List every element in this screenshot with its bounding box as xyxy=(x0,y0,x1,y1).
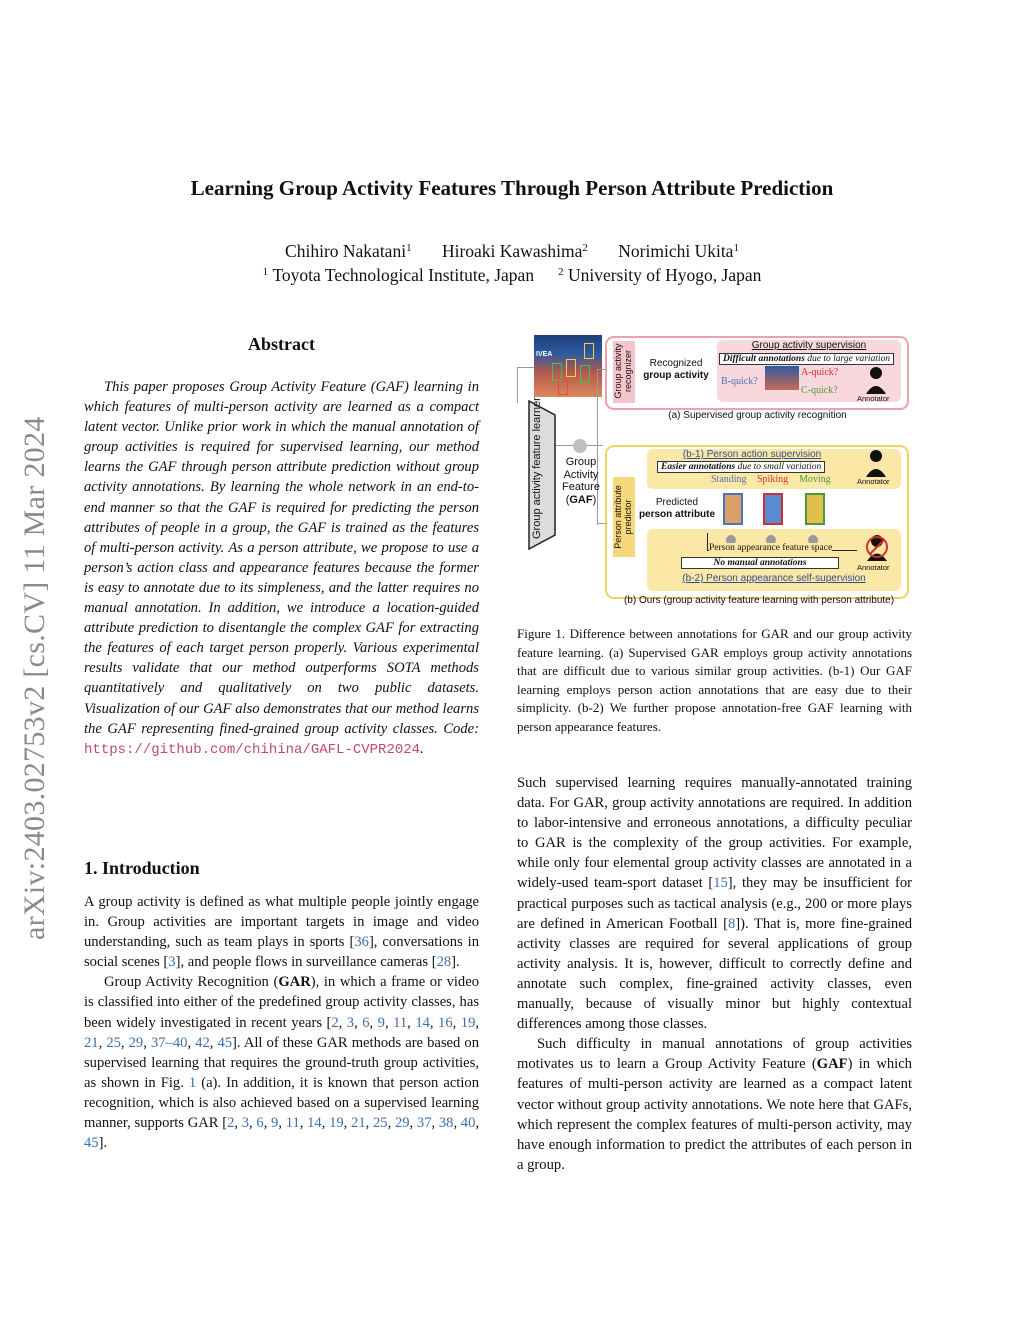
affiliation-number: 2 xyxy=(558,266,564,278)
citation-link[interactable]: 40 xyxy=(460,1115,476,1132)
learner-label: Group activity feature learner xyxy=(531,397,543,539)
group-activity-text: group activity xyxy=(643,370,709,381)
citation-link[interactable]: 9 xyxy=(377,1014,385,1031)
banner-text: IVEA xyxy=(536,351,553,358)
supervision-b2-title: (b-2) Person appearance self-supervision xyxy=(682,573,866,584)
c-quick-label: C-quick? xyxy=(801,385,838,396)
citation-link[interactable]: 14 xyxy=(307,1115,322,1132)
citation-link[interactable]: 3 xyxy=(241,1115,250,1132)
action-label-moving: Moving xyxy=(799,474,831,485)
right-column-text xyxy=(517,773,912,1175)
gaf-label-line: Group xyxy=(565,456,597,468)
citation-link[interactable]: 14 xyxy=(415,1014,430,1031)
arxiv-identifier: arXiv:2403.02753v2 [cs.CV] 11 Mar 2024 xyxy=(18,416,51,940)
gaf-abbr: GAF xyxy=(569,493,593,506)
affiliations xyxy=(0,265,1024,286)
annotator-label: Annotator xyxy=(857,477,890,486)
easier-bold: Easier annotations xyxy=(661,462,736,472)
figure-caption: Figure 1. Difference between annotations for GAR and our group activity feature learning. (a) Supervised GAR employs group activity annotations that are difficult due to various similar group activities. (b-1) Our GAF learning employs person action annotations that are easy due to their simplicity. (b-2) We further propose annotation-free GAF learning with person appearance features. xyxy=(517,626,912,734)
gaf-node-icon xyxy=(573,439,587,453)
connector-line xyxy=(517,367,534,368)
no-annotator-icon xyxy=(865,533,889,561)
citation-link[interactable]: 36 xyxy=(354,934,369,951)
author-list xyxy=(0,241,1024,262)
affiliation-name: Toyota Technological Institute, Japan xyxy=(272,265,535,285)
annotator-icon xyxy=(865,366,887,394)
citation-link[interactable]: 19 xyxy=(329,1115,344,1132)
predicted-text: Predicted xyxy=(655,497,699,508)
recognized-text: Recognized xyxy=(649,358,703,369)
gaf-abbr-line: (GAF) xyxy=(565,493,597,506)
easier-rest: due to small variation xyxy=(735,462,822,472)
no-annotation-text: No manual annotations xyxy=(713,558,807,568)
citation-link[interactable]: 6 xyxy=(362,1014,370,1031)
gaf-label-line: Feature xyxy=(562,481,600,493)
connector-line xyxy=(597,369,598,447)
caption-b: (b) Ours (group activity feature learning with person attribute) xyxy=(623,595,895,606)
panel-b xyxy=(605,445,909,599)
affiliation-mark: 1 xyxy=(406,242,412,254)
person-crop-spiking xyxy=(763,493,783,525)
abstract-body: This paper proposes Group Activity Feature (GAF) learning in which features of multi-person activity are learned as a compact latent vector. Unlike prior work in which the manual annotation of group activities is required for supervised learning, our method learns the GAF through person attribute prediction without group activity annotations. By learning the whole network in an end-to-end manner so that the GAF is required for predicting the person attributes of people in a group, the GAF is trained as the features of multi-person activity. As a person attribute, we propose to use a person’s action class and appearance features because the former is easy to annotate due to its simpleness, and the latter requires no manual annotation. In addition, we introduce a location-guided attribute prediction to disentangle the complex GAF for extracting the features of each target person properly. Various experimental results validate that our method outperforms SOTA methods quantitatively and qualitatively on two public datasets. Visualization of our GAF also demonstrates that our method learns the GAF representing fined-grained group activity classes. Code: xyxy=(84,379,479,737)
affiliation-name: University of Hyogo, Japan xyxy=(567,265,762,285)
citation-link[interactable]: 25 xyxy=(106,1034,121,1051)
bold-term: GAF xyxy=(816,1056,848,1073)
person-crop-moving xyxy=(805,493,825,525)
citation-link[interactable]: 21 xyxy=(84,1034,99,1051)
citation-link[interactable]: 38 xyxy=(438,1115,454,1132)
citation-link[interactable]: 37 xyxy=(416,1115,432,1132)
citation-link[interactable]: 45 xyxy=(84,1135,99,1152)
citation-link[interactable]: 3 xyxy=(168,954,176,971)
recognizer-label: Group activity recognizer xyxy=(613,343,633,399)
affiliation-number: 1 xyxy=(262,266,269,278)
citation-link[interactable]: 42 xyxy=(195,1034,210,1051)
connector-line xyxy=(517,367,518,403)
a-quick-label: A-quick? xyxy=(801,367,839,378)
citation-link[interactable]: 9 xyxy=(271,1115,279,1132)
gaf-label-line: Activity xyxy=(563,468,599,481)
player-box xyxy=(558,379,568,395)
citation-link[interactable]: 29 xyxy=(128,1034,144,1051)
player-box xyxy=(584,343,594,359)
paragraph: Such supervised learning requires manually-annotated training data. For GAR, group activity annotations are required. In addition to labor-intensive and erroneous annotations, a difficulty peculiar to GAR is the complexity of the group activities. For example, while only four elemental group activity classes are annotated in a widely-used team-sport dataset [15], they may be insufficient for practical purposes such as tactical analysis (e.g., 200 or more plays are defined in American Football [8]). That is, more fine-grained activity classes are required for several applications of group activity analysis. It is, however, difficult to correctly define and annotate such complex, fine-grained activity classes, even manually, because of visually minor but highly contextual differences among those classes. xyxy=(517,775,913,1033)
feature-axis xyxy=(707,533,708,551)
player-box xyxy=(566,359,576,377)
citation-link[interactable]: 29 xyxy=(394,1115,410,1132)
citation-link[interactable]: 37–40 xyxy=(150,1034,188,1051)
paragraph: Group Activity Recognition (GAR), in which a frame or video is classified into either of the predefined group activity classes, has been widely investigated in recent years [2, 3, 6, 9, 11, 14, 16, 19, 21, 25, 29, 37–40, 42, 45]. All of these GAR methods are based on supervised learning that requires the ground-truth group activities, as shown in Fig. 1 (a). In addition, it is known that person action recognition, which is also achieved based on a supervised learning manner, supports GAR [2, 3, 6, 9, 11, 14, 19, 21, 25, 29, 37, 38, 40, 45]. xyxy=(84,974,480,1152)
affiliation-mark: 1 xyxy=(733,242,739,254)
input-image xyxy=(534,335,602,397)
action-label-standing: Standing xyxy=(711,474,747,485)
no-annotation-box xyxy=(681,557,839,569)
abstract-end: . xyxy=(420,740,424,757)
citation-link[interactable]: 11 xyxy=(285,1115,300,1132)
connector-line xyxy=(597,369,605,370)
predicted-label xyxy=(637,497,717,521)
author-name: Hiroaki Kawashima xyxy=(441,241,583,261)
citation-link[interactable]: 1 xyxy=(188,1074,197,1091)
appearance-space-label: Person appearance feature space xyxy=(709,543,833,553)
citation-link[interactable]: 11 xyxy=(393,1014,408,1031)
panel-a xyxy=(605,336,909,410)
difficult-annotation-box xyxy=(719,353,894,365)
annotator-icon xyxy=(865,449,887,477)
code-link[interactable]: https://github.com/chihina/GAFL-CVPR2024 xyxy=(84,741,421,758)
caption-a: (a) Supervised group activity recognition xyxy=(668,410,847,421)
citation-link[interactable]: 2 xyxy=(331,1014,339,1031)
paragraph: Such difficulty in manual annotations of group activities motivates us to learn a Group Activity Feature (GAF) in which features of multi-person activity are learned as a compact latent vector without group activity annotations. We note here that GAFs, which represent the complex features of multi-person activity, may have enough information to predict the attributes of each person in a group. xyxy=(517,1036,912,1173)
citation-link[interactable]: 25 xyxy=(372,1115,388,1132)
citation-link[interactable]: 3 xyxy=(346,1014,355,1031)
author-name: Chihiro Nakatani xyxy=(285,241,407,261)
difficult-rest: due to large variation xyxy=(804,354,891,364)
gaf-label xyxy=(561,456,601,506)
predictor-label: Person attribute predictor xyxy=(613,485,633,549)
citation-link[interactable]: 21 xyxy=(351,1115,366,1132)
player-box xyxy=(580,365,590,383)
person-attribute-text: person attribute xyxy=(638,509,716,520)
b-quick-label: B-quick? xyxy=(721,376,758,387)
citation-link[interactable]: 15 xyxy=(713,875,728,892)
recognized-label xyxy=(641,358,711,382)
annotator-label: Annotator xyxy=(857,563,890,572)
action-label-spiking: Spiking xyxy=(757,474,789,485)
citation-link[interactable]: 2 xyxy=(227,1115,235,1132)
abstract-text xyxy=(84,377,479,760)
paper-title: Learning Group Activity Features Through Person Attribute Prediction xyxy=(190,176,834,200)
difficult-bold: Difficult annotations xyxy=(723,354,805,364)
bold-term: GAR xyxy=(278,974,311,991)
figure-1 xyxy=(517,333,917,611)
paragraph: A group activity is defined as what multiple people jointly engage in. Group activities are important targets in image and video understanding, such as team plays in sports [36], conversations in social scenes [3], and people flows in surveillance cameras [28]. xyxy=(84,894,479,971)
citation-link[interactable]: 45 xyxy=(217,1034,233,1051)
abstract-heading: Abstract xyxy=(248,334,315,354)
supervision-b1-title: (b-1) Person action supervision xyxy=(682,449,822,460)
citation-link[interactable]: 6 xyxy=(256,1115,264,1132)
person-crop-standing xyxy=(723,493,743,525)
scene-thumbnail xyxy=(765,366,799,390)
supervision-a-title: Group activity supervision xyxy=(751,340,867,351)
section-heading-introduction: 1. Introduction xyxy=(84,858,200,878)
easier-annotation-box xyxy=(657,461,825,473)
citation-link[interactable]: 28 xyxy=(436,954,452,971)
citation-link[interactable]: 19 xyxy=(460,1014,476,1031)
affiliation-mark: 2 xyxy=(582,242,588,254)
citation-link[interactable]: 16 xyxy=(438,1014,453,1031)
introduction-text xyxy=(84,892,479,1153)
connector-line xyxy=(597,523,605,524)
annotator-label: Annotator xyxy=(857,394,890,403)
citation-link[interactable]: 8 xyxy=(727,915,736,932)
author-name: Norimichi Ukita xyxy=(618,241,734,261)
